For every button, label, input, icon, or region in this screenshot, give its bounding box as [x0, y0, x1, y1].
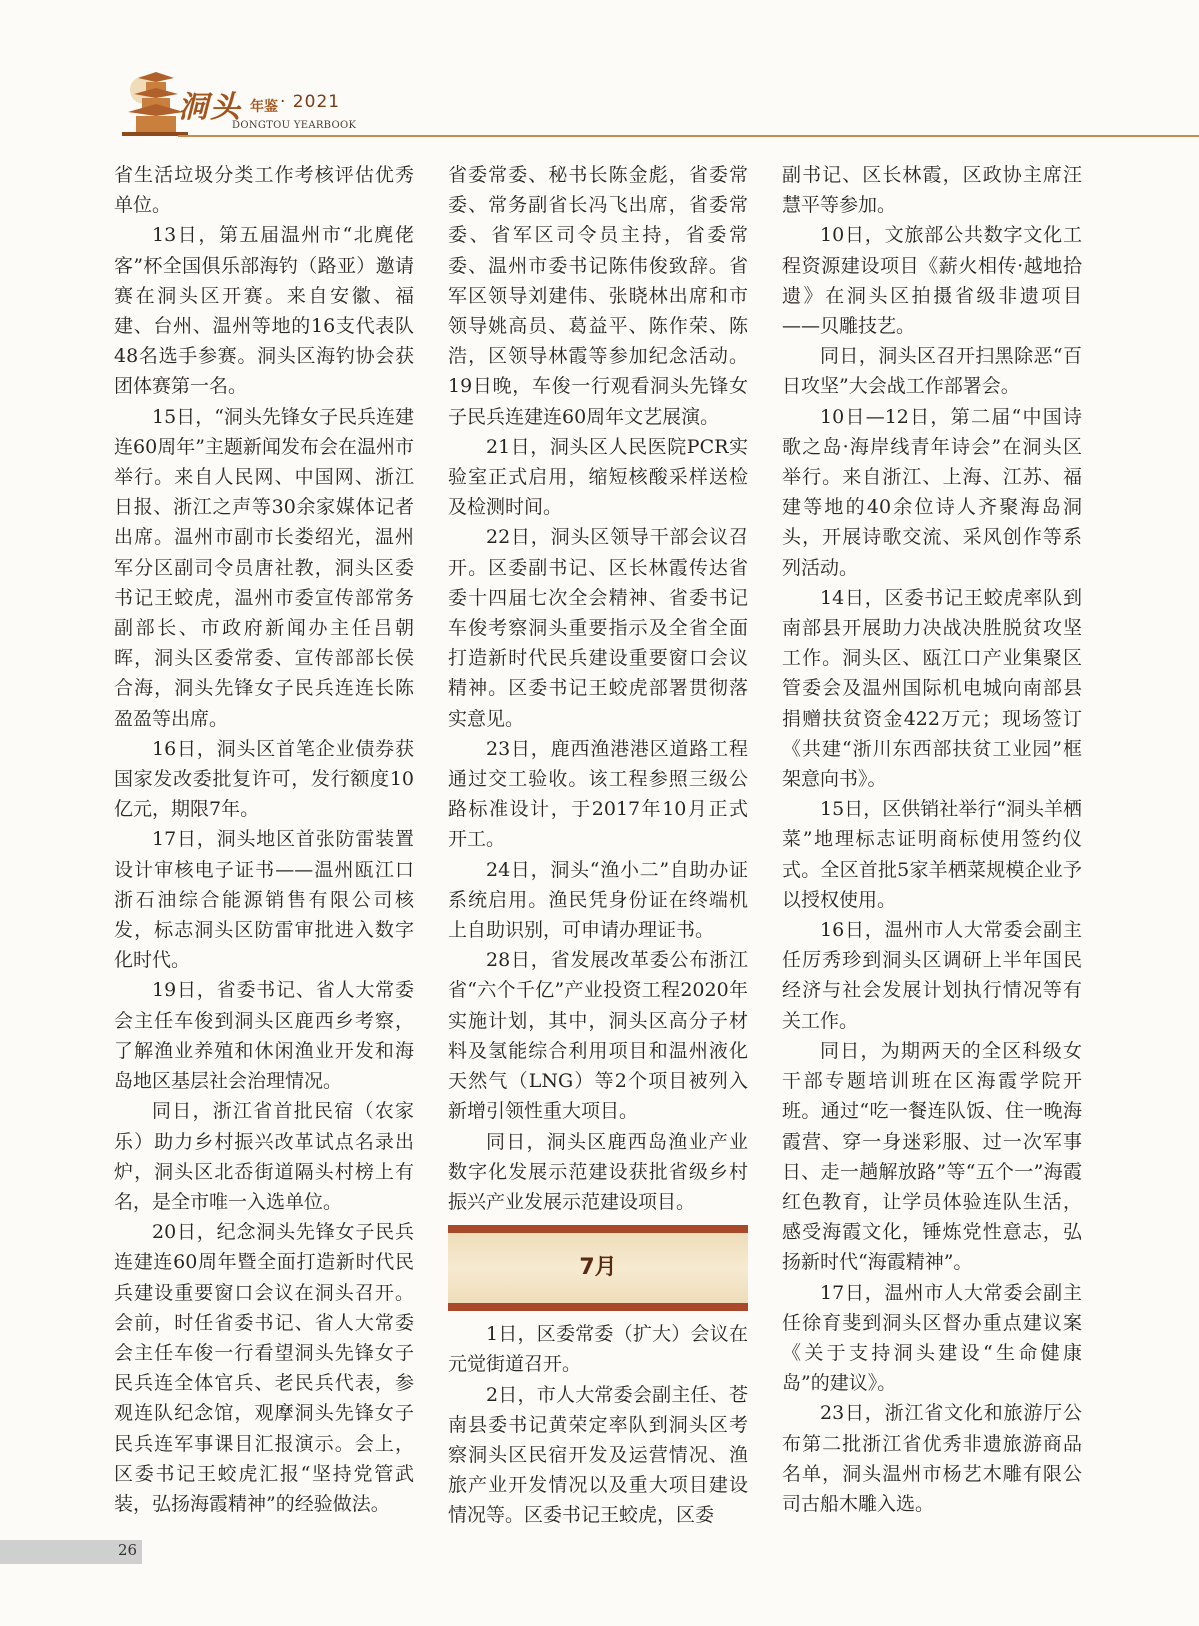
page-header: [0, 0, 1199, 140]
paragraph: 15日，区供销社举行“洞头羊栖菜”地理标志证明商标使用签约仪式。全区首批5家羊栖菜规模企业予以授权使用。: [782, 798, 1082, 911]
paragraph: 1日，区委常委（扩大）会议在元觉街道召开。: [448, 1323, 748, 1376]
yearbook-title: 洞头: [178, 90, 242, 125]
paragraph: 同日，洞头区鹿西岛渔业产业数字化发展示范建设获批省级乡村振兴产业发展示范建设项目。: [448, 1130, 748, 1213]
paragraph: 同日，为期两天的全区科级女干部专题培训班在区海霞学院开班。通过“吃一餐连队饭、住一晚海霞营、穿一身迷彩服、过一次军事日、走一趟解放路”等“五个一”海霞红色教育，让学员体验连队生活，感受海霞文化，锤炼党性意志，弘扬新时代“海霞精神”。: [782, 1039, 1082, 1274]
paragraph: 20日，纪念洞头先锋女子民兵连建连60周年暨全面打造新时代民兵建设重要窗口会议在洞头召开。会前，时任省委书记、省人大常委会主任车俊一行看望洞头先锋女子民兵连全体官兵、老民兵代表，参观连队纪念馆，观摩洞头先锋女子民兵连军事课目汇报演示。会上，区委书记王蛟虎汇报“坚持党管武装，弘扬海霞精神”的经验做法。: [114, 1221, 414, 1515]
text-column-2: [448, 160, 748, 1530]
paragraph: 同日，洞头区召开扫黑除恶“百日攻坚”大会战工作部署会。: [782, 345, 1082, 398]
paragraph: 15日，“洞头先锋女子民兵连建连60周年”主题新闻发布会在温州市举行。来自人民网、中国网、浙江日报、浙江之声等30余家媒体记者出席。温州市副市长娄绍光，温州军分区副司令员唐社教，洞头区委书记王蛟虎，温州市委宣传部常务副部长、市政府新闻办主任吕朝晖，洞头区委常委、宣传部部长侯合海，洞头先锋女子民兵连连长陈盈盈等出席。: [114, 405, 414, 730]
text-column-3: [782, 160, 1082, 1530]
yearbook-english-title: DONGTOU YEARBOOK: [232, 120, 357, 131]
paragraph: 23日，鹿西渔港港区道路工程通过交工验收。该工程参照三级公路标准设计，于2017年10月正式开工。: [448, 737, 748, 851]
paragraph: 同日，浙江省首批民宿（农家乐）助力乡村振兴改革试点名录出炉，洞头区北岙街道隔头村榜上有名，是全市唯一入选单位。: [114, 1100, 414, 1213]
paragraph: 16日，温州市人大常委会副主任厉秀珍到洞头区调研上半年国民经济与社会发展计划执行情况等有关工作。: [782, 919, 1082, 1032]
yearbook-subtitle: 年鉴: [250, 99, 278, 115]
paragraph: 副书记、区长林霞，区政协主席汪慧平等参加。: [782, 164, 1082, 217]
paragraph: 24日，洞头“渔小二”自助办证系统启用。渔民凭身份证在终端机上自助识别，可申请办理证书。: [448, 858, 748, 942]
paragraph: 17日，温州市人大常委会副主任徐育斐到洞头区督办重点建议案《关于支持洞头建设“生命健康岛”的建议》。: [782, 1281, 1082, 1395]
paragraph: 16日，洞头区首笔企业债券获国家发改委批复许可，发行额度10亿元，期限7年。: [114, 737, 414, 821]
paragraph: 28日，省发展改革委公布浙江省“六个千亿”产业投资工程2020年实施计划，其中，洞头区高分子材料及氢能综合利用项目和温州液化天然气（LNG）等2个项目被列入新增引领性重大项目。: [448, 949, 748, 1123]
yearbook-year: · 2021: [280, 92, 341, 112]
month-banner: [448, 1225, 748, 1311]
paragraph: 10日—12日，第二届“中国诗歌之岛·海岸线青年诗会”在洞头区举行。来自浙江、上海、江苏、福建等地的40余位诗人齐聚海岛洞头，开展诗歌交流、采风创作等系列活动。: [782, 405, 1082, 579]
paragraph: 22日，洞头区领导干部会议召开。区委副书记、区长林霞传达省委十四届七次全会精神、省委书记车俊考察洞头重要指示及全省全面打造新时代民兵建设重要窗口会议精神。区委书记王蛟虎部署贯彻落实意见。: [448, 526, 748, 730]
paragraph: 省委常委、秘书长陈金彪，省委常委、常务副省长冯飞出席，省委常委、省军区司令员主持，省委常委、温州市委书记陈伟俊致辞。省军区领导刘建伟、张晓林出席和市领导姚高员、葛益平、陈作荣、陈浩，区领导林霞等参加纪念活动。19日晚，车俊一行观看洞头先锋女子民兵连建连60周年文艺展演。: [448, 164, 748, 428]
paragraph: 14日，区委书记王蛟虎率队到南部县开展助力决战决胜脱贫攻坚工作。洞头区、瓯江口产业集聚区管委会及温州国际机电城向南部县捐赠扶贫资金422万元；现场签订《共建“浙川东西部扶贫工业园”框架意向书》。: [782, 586, 1082, 791]
paragraph: 17日，洞头地区首张防雷装置设计审核电子证书——温州瓯江口浙石油综合能源销售有限公司核发，标志洞头区防雷审批进入数字化时代。: [114, 828, 414, 972]
paragraph: 13日，第五届温州市“北麂佬客”杯全国俱乐部海钓（路亚）邀请赛在洞头区开赛。来自安徽、福建、台州、温州等地的16支代表队48名选手参赛。洞头区海钓协会获团体赛第一名。: [114, 224, 414, 398]
paragraph: 2日，市人大常委会副主任、苍南县委书记黄荣定率队到洞头区考察洞头区民宿开发及运营情况、渔旅产业开发情况以及重大项目建设情况等。区委书记王蛟虎，区委: [448, 1383, 748, 1527]
paragraph: 10日，文旅部公共数字文化工程资源建设项目《薪火相传·越地拾遗》在洞头区拍摄省级非遗项目——贝雕技艺。: [782, 224, 1082, 338]
header-rule: [178, 135, 1199, 137]
paragraph: 21日，洞头区人民医院PCR实验室正式启用，缩短核酸采样送检及检测时间。: [448, 435, 748, 519]
month-heading: 7月: [579, 1255, 617, 1280]
text-column-1: [114, 160, 414, 1530]
paragraph: 省生活垃圾分类工作考核评估优秀单位。: [114, 164, 414, 217]
paragraph: 23日，浙江省文化和旅游厅公布第二批浙江省优秀非遗旅游商品名单，洞头温州市杨艺木雕有限公司古船木雕入选。: [782, 1402, 1082, 1515]
page-number: 26: [118, 1541, 138, 1559]
paragraph: 19日，省委书记、省人大常委会主任车俊到洞头区鹿西乡考察，了解渔业养殖和休闲渔业开发和海岛地区基层社会治理情况。: [114, 979, 414, 1093]
